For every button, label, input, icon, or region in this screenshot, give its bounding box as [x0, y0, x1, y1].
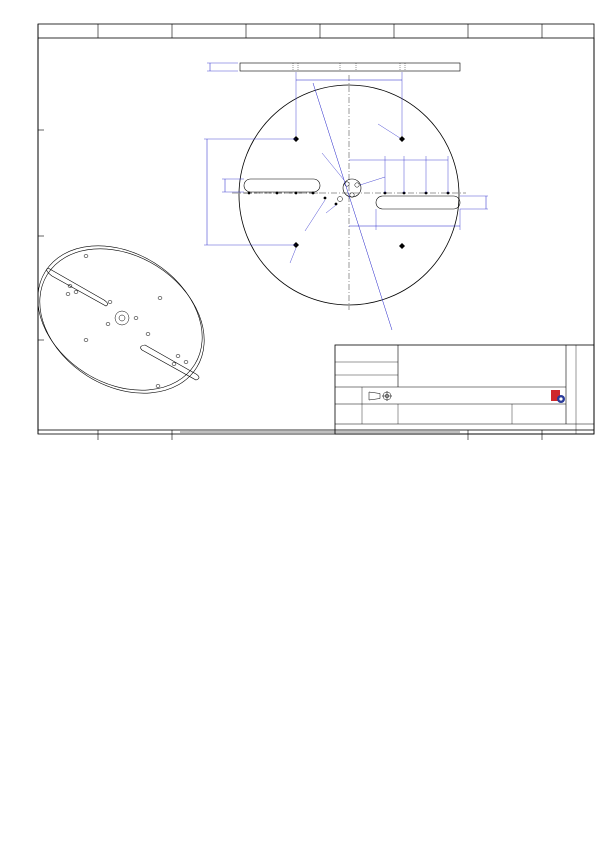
slot-left: [244, 179, 320, 192]
company-logo: [551, 390, 565, 403]
center-bore: [343, 179, 361, 197]
outer-border: [38, 24, 594, 434]
projection-symbol: [369, 391, 392, 401]
isometric-view: [11, 216, 231, 423]
bottom-zone-ruler: [98, 430, 542, 440]
top-zone-ruler: [98, 24, 542, 38]
inner-border: [38, 38, 594, 430]
top-view: [204, 72, 488, 330]
title-block: [335, 345, 594, 434]
slot-right: [376, 196, 460, 209]
left-zone-ruler: [38, 130, 44, 340]
side-view: [207, 63, 460, 71]
